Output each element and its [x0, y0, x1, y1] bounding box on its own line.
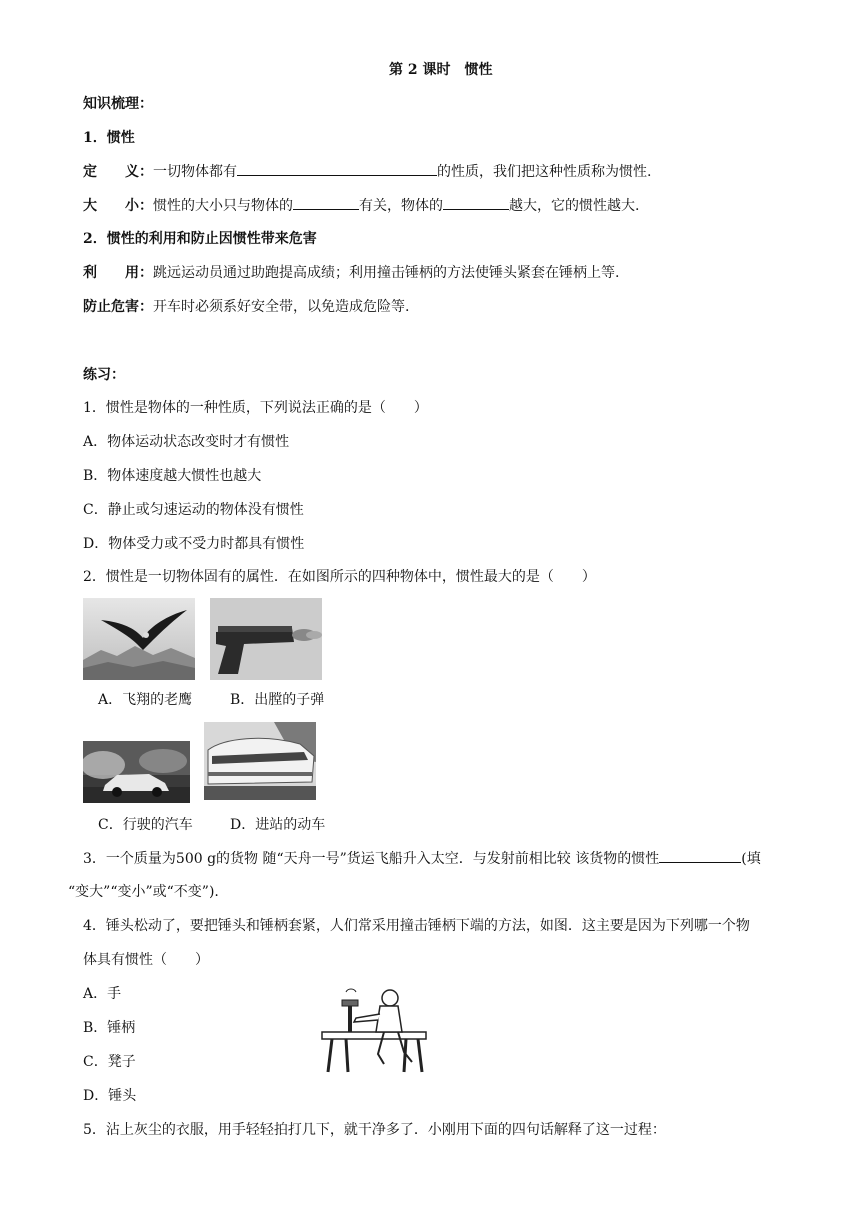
q4-line-1: 4．锤头松动了，要把锤头和锤柄套紧，人们常采用撞击锤柄下端的方法，如图．这主要是因为下列哪一个物: [83, 918, 750, 934]
q4-line-2: 体具有惯性（ ）: [83, 952, 209, 968]
q5-stem: 5．沾上灰尘的衣服，用手轻轻拍打几下，就干净多了．小刚用下面的四句话解释了这一过程：: [83, 1122, 666, 1138]
definition-blank[interactable]: [237, 161, 437, 176]
q1-option-a[interactable]: A．物体运动状态改变时才有惯性: [83, 434, 290, 450]
size-blank-2[interactable]: [443, 195, 509, 210]
item-title-use-prevent: 2．惯性的利用和防止因惯性带来危害: [83, 231, 317, 247]
q2-option-d[interactable]: D．进站的动车: [230, 817, 326, 833]
size-blank-1[interactable]: [293, 195, 359, 210]
size-text-a: 惯性的大小只与物体的: [153, 198, 293, 214]
definition-label: 定 义：: [83, 164, 153, 180]
size-line: [83, 195, 639, 216]
q2-stem: 2．惯性是一切物体固有的属性．在如图所示的四种物体中，惯性最大的是（ ）: [83, 569, 596, 585]
q4-option-a[interactable]: A．手: [83, 986, 122, 1002]
q2-option-c[interactable]: C．行驶的汽车: [98, 817, 193, 833]
prevent-text: 开车时必须系好安全带，以免造成危险等.: [153, 299, 410, 315]
use-text: 跳远运动员通过助跑提高成绩；利用撞击锤柄的方法使锤头紧套在锤柄上等.: [153, 265, 620, 281]
size-label: 大 小：: [83, 198, 153, 214]
size-text-b: 有关，物体的: [359, 198, 443, 214]
use-line: [83, 263, 619, 283]
q2-option-a[interactable]: A．飞翔的老鹰: [98, 692, 193, 708]
eagle-image: [83, 598, 195, 680]
definition-text-b: 的性质，我们把这种性质称为惯性.: [437, 164, 652, 180]
q4-option-b[interactable]: B．锤柄: [83, 1020, 136, 1036]
section-heading-knowledge: 知识梳理：: [83, 96, 153, 112]
q3-text-b: (填: [741, 851, 761, 867]
prevent-label: 防止危害：: [83, 299, 153, 315]
prevent-line: [83, 297, 409, 317]
q1-option-c[interactable]: C．静止或匀速运动的物体没有惯性: [83, 502, 304, 518]
train-image: [204, 722, 316, 800]
q1-stem: 1．惯性是物体的一种性质，下列说法正确的是（ ）: [83, 400, 428, 416]
q4-option-c[interactable]: C．凳子: [83, 1054, 136, 1070]
q1-option-b[interactable]: B．物体速度越大惯性也越大: [83, 468, 262, 484]
car-image: [83, 741, 190, 803]
page-title: 第 2 课时 惯性: [389, 62, 493, 78]
hammer-bench-image: [318, 988, 430, 1076]
definition-text-a: 一切物体都有: [153, 164, 237, 180]
q1-option-d[interactable]: D．物体受力或不受力时都具有惯性: [83, 536, 305, 552]
use-label: 利 用：: [83, 265, 153, 281]
q3-text-a: 3．一个质量为500 g的货物 随“天舟一号”货运飞船升入太空．与发射前相比较 该货物的惯性: [83, 851, 660, 867]
bullet-gun-image: [210, 598, 322, 680]
q3-blank[interactable]: [659, 848, 741, 863]
q4-option-d[interactable]: D．锤头: [83, 1088, 137, 1104]
q2-option-b[interactable]: B．出膛的子弹: [230, 692, 325, 708]
size-text-c: 越大，它的惯性越大.: [509, 198, 640, 214]
definition-line: [83, 161, 651, 182]
item-title-inertia: 1．惯性: [83, 130, 135, 146]
section-heading-practice: 练习：: [83, 367, 125, 383]
q3-line-1: [83, 848, 761, 869]
q3-line-2: “变大”“变小”或“不变”).: [68, 884, 219, 900]
